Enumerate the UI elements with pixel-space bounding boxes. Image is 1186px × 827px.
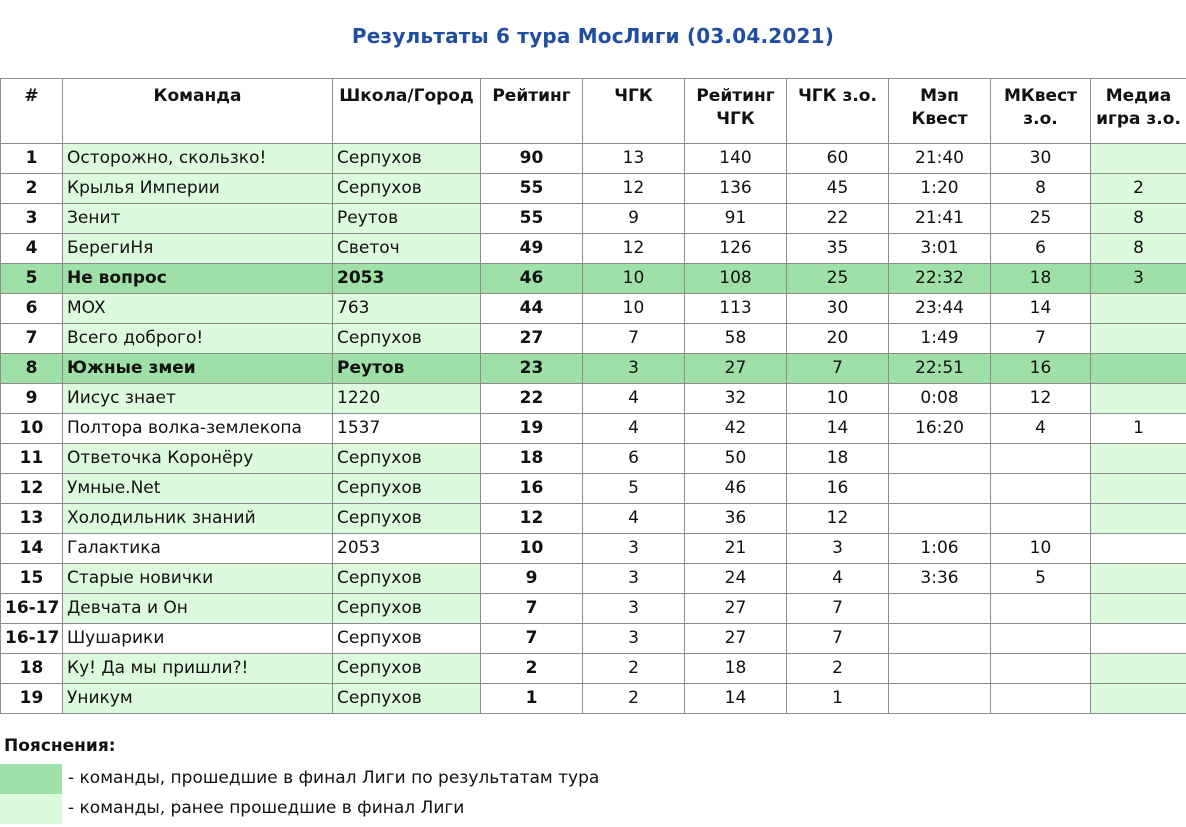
cell-place: 19 (1, 684, 63, 714)
cell-chgk: 10 (583, 294, 685, 324)
cell-map-quest: 21:40 (889, 144, 991, 174)
cell-chgk-zo: 30 (787, 294, 889, 324)
table-row (1, 354, 1186, 384)
cell-rating-chgk: 140 (685, 144, 787, 174)
cell-team: БерегиНя (63, 234, 333, 264)
cell-chgk: 4 (583, 414, 685, 444)
cell-place: 14 (1, 534, 63, 564)
table-row (1, 384, 1186, 414)
cell-media-zo (1091, 324, 1186, 354)
cell-map-quest: 1:20 (889, 174, 991, 204)
cell-chgk-zo: 25 (787, 264, 889, 294)
cell-rating: 44 (481, 294, 583, 324)
cell-chgk: 10 (583, 264, 685, 294)
table-row (1, 564, 1186, 594)
table-row (1, 534, 1186, 564)
page-title: Результаты 6 тура МосЛиги (03.04.2021) (351, 24, 835, 48)
table-row (1, 474, 1186, 504)
cell-media-zo: 8 (1091, 204, 1186, 234)
cell-mkvest-zo (991, 444, 1091, 474)
legend-title: Пояснения: (4, 736, 116, 756)
cell-rating-chgk: 46 (685, 474, 787, 504)
cell-rating-chgk: 108 (685, 264, 787, 294)
cell-school: 1537 (333, 414, 481, 444)
cell-team: Зенит (63, 204, 333, 234)
cell-place: 18 (1, 654, 63, 684)
cell-chgk: 2 (583, 684, 685, 714)
cell-rating: 1 (481, 684, 583, 714)
cell-team: Галактика (63, 534, 333, 564)
cell-map-quest (889, 594, 991, 624)
table-row (1, 444, 1186, 474)
cell-place: 11 (1, 444, 63, 474)
cell-media-zo: 8 (1091, 234, 1186, 264)
cell-school: Серпухов (333, 174, 481, 204)
cell-school: Реутов (333, 204, 481, 234)
cell-mkvest-zo (991, 684, 1091, 714)
table-row (1, 204, 1186, 234)
cell-media-zo (1091, 654, 1186, 684)
cell-team: Всего доброго! (63, 324, 333, 354)
cell-school: 2053 (333, 264, 481, 294)
cell-mkvest-zo: 30 (991, 144, 1091, 174)
cell-rating-chgk: 126 (685, 234, 787, 264)
cell-chgk: 3 (583, 534, 685, 564)
cell-place: 15 (1, 564, 63, 594)
cell-media-zo (1091, 354, 1186, 384)
cell-rating-chgk: 50 (685, 444, 787, 474)
cell-place: 10 (1, 414, 63, 444)
cell-media-zo (1091, 684, 1186, 714)
cell-rating: 22 (481, 384, 583, 414)
cell-rating: 7 (481, 594, 583, 624)
cell-mkvest-zo: 16 (991, 354, 1091, 384)
cell-chgk: 13 (583, 144, 685, 174)
cell-chgk-zo: 16 (787, 474, 889, 504)
cell-chgk-zo: 45 (787, 174, 889, 204)
cell-chgk: 4 (583, 504, 685, 534)
cell-team: Полтора волка-землекопа (63, 414, 333, 444)
cell-map-quest: 22:51 (889, 354, 991, 384)
cell-media-zo (1091, 294, 1186, 324)
cell-rating: 7 (481, 624, 583, 654)
cell-chgk: 3 (583, 594, 685, 624)
table-row (1, 264, 1186, 294)
cell-mkvest-zo: 6 (991, 234, 1091, 264)
cell-school: Серпухов (333, 144, 481, 174)
cell-chgk-zo: 10 (787, 384, 889, 414)
cell-mkvest-zo: 18 (991, 264, 1091, 294)
cell-place: 3 (1, 204, 63, 234)
cell-chgk-zo: 7 (787, 594, 889, 624)
cell-chgk-zo: 4 (787, 564, 889, 594)
cell-place: 16-17 (1, 624, 63, 654)
cell-rating: 16 (481, 474, 583, 504)
cell-media-zo (1091, 504, 1186, 534)
cell-team: Холодильник знаний (63, 504, 333, 534)
header-rating: Рейтинг (481, 79, 583, 144)
cell-place: 8 (1, 354, 63, 384)
table-row (1, 594, 1186, 624)
cell-media-zo (1091, 384, 1186, 414)
cell-team: Ответочка Коронёру (63, 444, 333, 474)
cell-mkvest-zo (991, 594, 1091, 624)
cell-rating: 55 (481, 204, 583, 234)
legend-text: - команды, прошедшие в финал Лиги по результатам тура (68, 768, 600, 788)
cell-school: Серпухов (333, 654, 481, 684)
cell-map-quest: 1:49 (889, 324, 991, 354)
cell-chgk-zo: 22 (787, 204, 889, 234)
cell-chgk-zo: 12 (787, 504, 889, 534)
cell-chgk-zo: 18 (787, 444, 889, 474)
cell-place: 13 (1, 504, 63, 534)
cell-chgk-zo: 35 (787, 234, 889, 264)
cell-chgk-zo: 1 (787, 684, 889, 714)
cell-media-zo (1091, 474, 1186, 504)
cell-school: Серпухов (333, 564, 481, 594)
cell-chgk-zo: 60 (787, 144, 889, 174)
cell-mkvest-zo: 10 (991, 534, 1091, 564)
cell-team: Уникум (63, 684, 333, 714)
cell-rating-chgk: 18 (685, 654, 787, 684)
legend-swatch-light (0, 794, 62, 824)
cell-school: Серпухов (333, 504, 481, 534)
cell-rating-chgk: 58 (685, 324, 787, 354)
cell-chgk-zo: 3 (787, 534, 889, 564)
cell-mkvest-zo: 8 (991, 174, 1091, 204)
cell-chgk: 3 (583, 354, 685, 384)
cell-media-zo (1091, 534, 1186, 564)
cell-media-zo (1091, 594, 1186, 624)
cell-rating: 10 (481, 534, 583, 564)
cell-mkvest-zo: 12 (991, 384, 1091, 414)
cell-chgk-zo: 7 (787, 354, 889, 384)
cell-team: Умные.Net (63, 474, 333, 504)
cell-mkvest-zo: 14 (991, 294, 1091, 324)
cell-rating: 18 (481, 444, 583, 474)
cell-rating: 9 (481, 564, 583, 594)
cell-map-quest (889, 444, 991, 474)
table-header-row (1, 79, 1186, 144)
cell-map-quest: 23:44 (889, 294, 991, 324)
header-mkvest-zo: МКвест з.о. (991, 79, 1091, 144)
cell-rating: 12 (481, 504, 583, 534)
cell-media-zo: 2 (1091, 174, 1186, 204)
cell-mkvest-zo (991, 504, 1091, 534)
header-place: # (1, 79, 63, 144)
cell-map-quest (889, 654, 991, 684)
cell-map-quest: 16:20 (889, 414, 991, 444)
cell-school: Серпухов (333, 594, 481, 624)
cell-team: Осторожно, скользко! (63, 144, 333, 174)
cell-chgk-zo: 2 (787, 654, 889, 684)
cell-media-zo (1091, 624, 1186, 654)
cell-rating: 55 (481, 174, 583, 204)
cell-rating-chgk: 27 (685, 594, 787, 624)
cell-team: Не вопрос (63, 264, 333, 294)
table-row (1, 654, 1186, 684)
table-row (1, 504, 1186, 534)
cell-chgk-zo: 20 (787, 324, 889, 354)
cell-rating-chgk: 14 (685, 684, 787, 714)
cell-place: 6 (1, 294, 63, 324)
cell-chgk: 4 (583, 384, 685, 414)
cell-mkvest-zo (991, 624, 1091, 654)
cell-chgk: 12 (583, 234, 685, 264)
cell-chgk: 2 (583, 654, 685, 684)
cell-school: 763 (333, 294, 481, 324)
cell-rating: 27 (481, 324, 583, 354)
cell-school: Серпухов (333, 324, 481, 354)
cell-mkvest-zo (991, 474, 1091, 504)
table-row (1, 144, 1186, 174)
cell-place: 7 (1, 324, 63, 354)
cell-media-zo (1091, 564, 1186, 594)
cell-school: Серпухов (333, 444, 481, 474)
cell-mkvest-zo (991, 654, 1091, 684)
cell-chgk-zo: 14 (787, 414, 889, 444)
cell-place: 9 (1, 384, 63, 414)
cell-map-quest (889, 684, 991, 714)
cell-team: Девчата и Он (63, 594, 333, 624)
cell-rating-chgk: 91 (685, 204, 787, 234)
cell-rating: 23 (481, 354, 583, 384)
cell-rating-chgk: 136 (685, 174, 787, 204)
cell-rating: 19 (481, 414, 583, 444)
cell-chgk: 9 (583, 204, 685, 234)
cell-rating: 46 (481, 264, 583, 294)
header-rating-chgk: Рейтинг ЧГК (685, 79, 787, 144)
table-row (1, 624, 1186, 654)
cell-team: Крылья Империи (63, 174, 333, 204)
cell-mkvest-zo: 4 (991, 414, 1091, 444)
cell-rating-chgk: 24 (685, 564, 787, 594)
header-chgk: ЧГК (583, 79, 685, 144)
table-row (1, 294, 1186, 324)
cell-team: Иисус знает (63, 384, 333, 414)
cell-rating-chgk: 27 (685, 624, 787, 654)
cell-map-quest: 21:41 (889, 204, 991, 234)
cell-school: Серпухов (333, 474, 481, 504)
cell-chgk: 3 (583, 624, 685, 654)
table-row (1, 414, 1186, 444)
cell-mkvest-zo: 25 (991, 204, 1091, 234)
cell-rating-chgk: 42 (685, 414, 787, 444)
cell-chgk: 5 (583, 474, 685, 504)
cell-map-quest: 22:32 (889, 264, 991, 294)
table-row (1, 234, 1186, 264)
cell-media-zo: 3 (1091, 264, 1186, 294)
cell-map-quest: 3:01 (889, 234, 991, 264)
cell-map-quest: 3:36 (889, 564, 991, 594)
legend-swatch-dark (0, 764, 62, 794)
cell-team: Южные змеи (63, 354, 333, 384)
cell-place: 2 (1, 174, 63, 204)
cell-chgk: 6 (583, 444, 685, 474)
cell-school: 1220 (333, 384, 481, 414)
table-body (1, 144, 1186, 714)
table-row (1, 684, 1186, 714)
cell-chgk: 7 (583, 324, 685, 354)
cell-rating-chgk: 27 (685, 354, 787, 384)
cell-team: Ку! Да мы пришли?! (63, 654, 333, 684)
cell-rating-chgk: 32 (685, 384, 787, 414)
cell-rating: 90 (481, 144, 583, 174)
cell-place: 12 (1, 474, 63, 504)
cell-place: 4 (1, 234, 63, 264)
cell-school: Серпухов (333, 624, 481, 654)
cell-media-zo (1091, 144, 1186, 174)
cell-mkvest-zo: 7 (991, 324, 1091, 354)
cell-media-zo (1091, 444, 1186, 474)
cell-school: Светоч (333, 234, 481, 264)
cell-school: 2053 (333, 534, 481, 564)
cell-chgk: 12 (583, 174, 685, 204)
cell-team: Старые новички (63, 564, 333, 594)
cell-map-quest (889, 474, 991, 504)
cell-school: Серпухов (333, 684, 481, 714)
cell-rating-chgk: 36 (685, 504, 787, 534)
cell-chgk-zo: 7 (787, 624, 889, 654)
legend-text: - команды, ранее прошедшие в финал Лиги (68, 798, 465, 818)
cell-rating-chgk: 113 (685, 294, 787, 324)
table-row (1, 324, 1186, 354)
header-school: Школа/Город (333, 79, 481, 144)
legend-item-round-finalists (0, 764, 700, 794)
cell-place: 1 (1, 144, 63, 174)
header-chgk-zo: ЧГК з.о. (787, 79, 889, 144)
cell-rating: 2 (481, 654, 583, 684)
cell-place: 5 (1, 264, 63, 294)
cell-mkvest-zo: 5 (991, 564, 1091, 594)
header-team: Команда (63, 79, 333, 144)
legend-item-earlier-finalists (0, 794, 700, 824)
cell-map-quest: 0:08 (889, 384, 991, 414)
cell-chgk: 3 (583, 564, 685, 594)
cell-rating-chgk: 21 (685, 534, 787, 564)
cell-school: Реутов (333, 354, 481, 384)
header-map-quest: Мэп Квест (889, 79, 991, 144)
cell-rating: 49 (481, 234, 583, 264)
cell-team: MOX (63, 294, 333, 324)
cell-map-quest (889, 504, 991, 534)
cell-map-quest (889, 624, 991, 654)
cell-place: 16-17 (1, 594, 63, 624)
cell-media-zo: 1 (1091, 414, 1186, 444)
cell-team: Шушарики (63, 624, 333, 654)
cell-map-quest: 1:06 (889, 534, 991, 564)
results-table (0, 78, 1186, 714)
header-media-zo: Медиа игра з.о. (1091, 79, 1186, 144)
table-row (1, 174, 1186, 204)
